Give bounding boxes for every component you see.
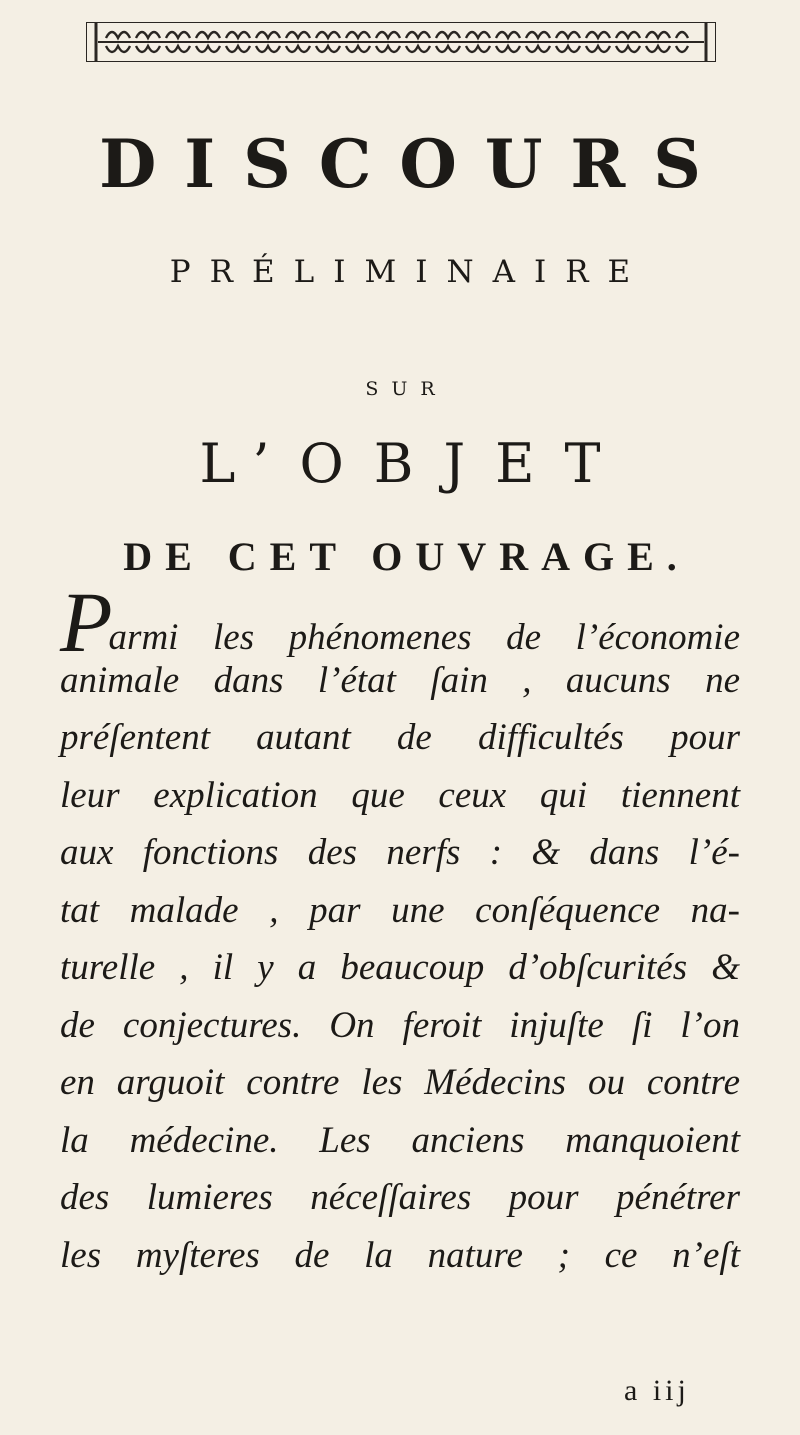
- body-line-2: animale dans l’état ſain , aucuns ne: [60, 659, 740, 701]
- signature-mark: a iij: [624, 1374, 690, 1407]
- body-line-12: les myſteres de la nature ; ce n’eſt: [60, 1234, 740, 1276]
- body-line-6: tat malade , par une conſéquence na-: [60, 889, 740, 931]
- fleuron-ornament-band: [86, 22, 716, 62]
- title-sur: SUR: [365, 378, 448, 400]
- body-line-8: de conjectures. On feroit injuſte ſi l’on: [60, 1004, 740, 1046]
- title-preliminaire: PRÉLIMINAIRE: [169, 254, 650, 290]
- body-line-4: leur explication que ceux qui tiennent: [60, 774, 740, 816]
- body-line-5: aux fonctions des nerfs : & dans l’é-: [60, 832, 740, 873]
- body-paragraph: [60, 574, 740, 1284]
- drop-cap: P: [60, 574, 113, 670]
- body-line-3: préſentent autant de difficultés pour: [60, 717, 740, 758]
- title-objet: L’OBJET: [199, 432, 631, 495]
- body-line-text: armi les phénomenes de l’économie: [108, 617, 740, 658]
- title-discours: DISCOURS: [99, 125, 729, 203]
- body-line-7: turelle , il y a beaucoup d’obſcurités &: [60, 947, 740, 988]
- title-de-cet-ouvrage: DE CET OUVRAGE.: [123, 534, 690, 579]
- body-line-10: la médecine. Les anciens manquoient: [60, 1119, 740, 1161]
- body-line-9: en arguoit contre les Médecins ou contre: [60, 1062, 740, 1103]
- body-line-11: des lumieres néceſſaires pour pénétrer: [60, 1177, 740, 1218]
- body-line-1: [60, 574, 740, 670]
